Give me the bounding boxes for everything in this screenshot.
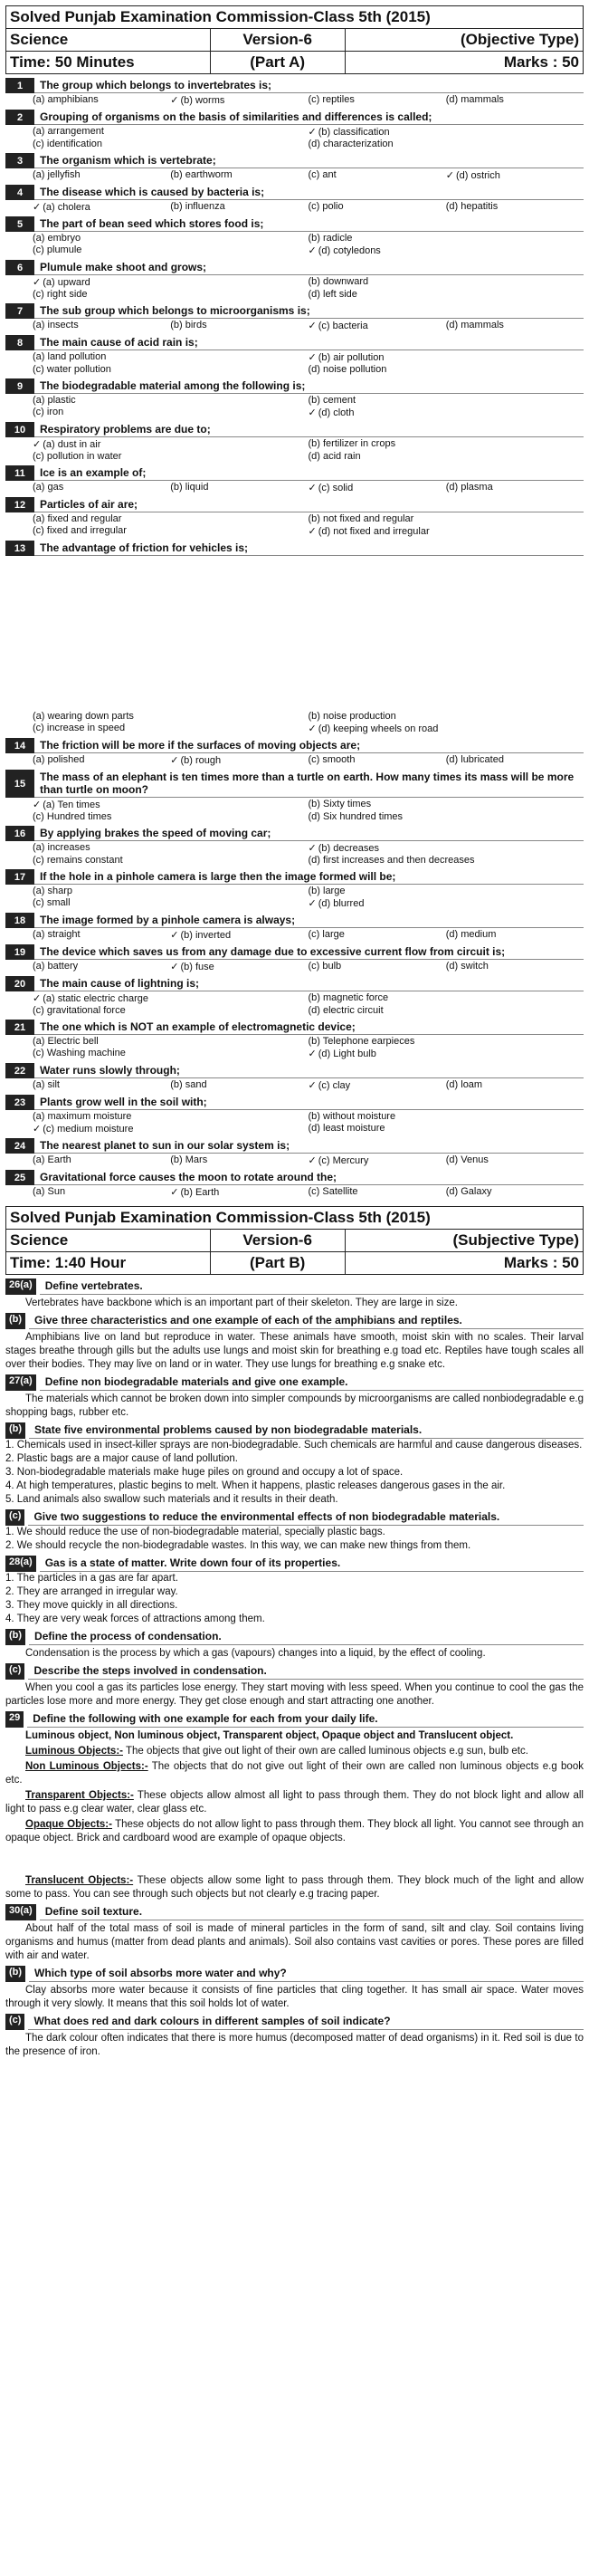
mcq-item [5,185,584,214]
option: (a) polished [33,754,85,765]
option: (d) Galaxy [445,1186,492,1197]
q27b-question: State five environmental problems caused by non biodegradable materials. [29,1422,584,1439]
question-text: The main cause of lightning is; [34,976,584,991]
mcq-item [5,826,584,867]
mcq-item [5,541,584,735]
translucent-heading: Translucent Objects:- [25,1875,134,1886]
option: (a) plastic [33,395,76,406]
answer-point: 4. At high temperatures, plastic begins to melt. When it happens, plastic releases dangerous gases in the air. [5,1480,506,1491]
q26b-question: Give three characteristics and one example of each of the amphibians and reptiles. [29,1313,584,1329]
option: (c) fixed and irregular [33,525,127,536]
marks-label: Marks : 50 [503,53,579,71]
question-number: 6 [5,260,34,275]
question-text: Plants grow well in the soil with; [34,1095,584,1110]
option-correct: ✓ (c) medium moisture [33,1123,309,1135]
option: (d) left side [308,289,357,300]
time-label: Time: 50 Minutes [6,52,211,73]
option: (c) bulb [308,961,342,972]
option-correct: ✓ (b) decreases [309,842,584,854]
q30a-answer: About half of the total mass of soil is made of mineral particles in the form of sand, silt and clay. Soil contains living organisms and humus (matter from dead plants and animals). Soil also contains vast cavities or pores. These pores are filled with air and water. [5,1923,584,1961]
option: (b) Mars [170,1154,208,1165]
answer-point: 2. Plastic bags are a major cause of land pollution. [5,1453,238,1464]
q30b-answer: Clay absorbs more water because it consists of fine particles that cling together. It has small air space. Water moves through it very slowly. It means that this soil holds lot of water. [5,1985,584,2009]
q28b-question: Define the process of condensation. [29,1629,584,1645]
question-number: 25 [5,1170,34,1185]
option: (d) loam [445,1079,483,1090]
question-text: The part of bean seed which stores food is; [34,216,584,232]
paper-type: (Objective Type) [461,31,579,48]
option: (a) Sun [33,1186,66,1197]
question-text: Particles of air are; [34,497,584,512]
option-correct: ✓ (a) cholera [33,201,170,213]
option: (d) first increases and then decreases [308,855,475,866]
option-correct: ✓ (c) bacteria [309,320,446,331]
option: (d) Six hundred times [308,811,404,822]
marks-label-2: Marks : 50 [503,1254,579,1271]
option: (c) ant [308,169,337,180]
q29-question: Define the following with one example for each from your daily life. [27,1711,584,1728]
question-number: 16 [5,826,34,841]
q27a-answer: The materials which cannot be broken down into simpler compounds by microorganisms are called nonbiodegradable e.g shopping bags, rubber etc. [5,1393,584,1418]
option: (b) influenza [170,201,225,212]
question-text: The one which is NOT an example of electromagnetic device; [34,1020,584,1035]
question-text: The image formed by a pinhole camera is always; [34,913,584,928]
mcq-item [5,1020,584,1060]
answer-point: 1. We should reduce the use of non-biodegradable material, specially plastic bags. [5,1527,385,1537]
question-number: 21 [5,1020,34,1035]
question-text: Gravitational force causes the moon to rotate around the; [34,1170,584,1185]
mcq-item [5,944,584,973]
answer-point: 1. The particles in a gas are far apart. [5,1573,178,1584]
mcq-item [5,335,584,376]
question-text: The advantage of friction for vehicles is; [34,541,584,556]
option: (d) switch [445,961,489,972]
option: (c) Hundred times [33,811,112,822]
option-correct: ✓ (b) classification [309,126,584,138]
question-number: 23 [5,1095,34,1110]
mcq-item [5,1170,584,1199]
q28a-question: Gas is a state of matter. Write down four of its properties. [40,1556,584,1572]
option-correct: ✓ (d) not fixed and irregular [309,525,584,537]
option-correct: ✓ (c) solid [309,482,446,493]
option: (c) reptiles [308,94,355,105]
mcq-item [5,216,584,257]
option: (a) wearing down parts [33,711,134,722]
transparent-text: These objects allow almost all light to pass through them. They do not block light and allow all light to pass e.g clear water, clear glass etc. [5,1790,584,1815]
option: (b) magnetic force [308,992,389,1003]
q27c-question: Give two suggestions to reduce the environmental effects of non biodegradable materials. [28,1509,584,1526]
option: (c) plumule [33,244,82,255]
subject-label-2: Science [6,1230,211,1251]
version-label-2: Version-6 [211,1230,346,1251]
option-correct: ✓ (d) cotyledons [309,244,584,256]
answer-point: 2. We should recycle the non-biodegradable wastes. In this way, we can make new things from them. [5,1540,471,1551]
answer-point: 2. They are arranged in irregular way. [5,1586,178,1597]
option-correct: ✓ (a) Ten times [33,799,309,810]
option: (a) increases [33,842,90,853]
q30b-question: Which type of soil absorbs more water and why? [29,1966,584,1982]
option: (a) embryo [33,233,81,244]
subjective-answers [5,1278,584,2059]
paper-type-2: (Subjective Type) [452,1231,579,1249]
option: (d) electric circuit [308,1005,384,1016]
question-text: By applying brakes the speed of moving car; [34,826,584,841]
option: (c) pollution in water [33,451,122,462]
luminous-text: The objects that give out light of their own are called luminous objects e.g sun, bulb etc. [125,1746,528,1757]
q28a-label: 28(a) [5,1556,36,1572]
option: (d) characterization [308,139,394,149]
answer-point: 1. Chemicals used in insect-killer sprays are non-biodegradable. Such chemicals are harmful and cause dangerous diseases. [5,1440,583,1451]
question-number: 18 [5,913,34,928]
question-text: Grouping of organisms on the basis of similarities and differences is called; [34,110,584,125]
option: (a) gas [33,482,64,493]
option: (d) noise pollution [308,364,387,375]
option: (c) water pollution [33,364,111,375]
question-text: If the hole in a pinhole camera is large then the image formed will be; [34,869,584,885]
mcq-item [5,1138,584,1167]
option: (d) mammals [445,320,504,330]
option: (a) maximum moisture [33,1111,132,1122]
question-number: 8 [5,335,34,350]
option: (b) sand [170,1079,207,1090]
subjective-header [5,1206,584,1275]
q27a-label: 27(a) [5,1374,36,1391]
part-label-2: (Part B) [211,1252,346,1274]
q27b-label: (b) [5,1422,25,1439]
option: (b) noise production [308,711,396,722]
answer-point: 3. Non-biodegradable materials make huge piles on ground and occupy a lot of space. [5,1467,404,1478]
mcq-item [5,153,584,182]
opaque-heading: Opaque Objects:- [25,1819,112,1830]
mcq-item [5,465,584,494]
mcq-item [5,1063,584,1092]
q30c-answer: The dark colour often indicates that there is more humus (decomposed matter of dead organisms) in it. Red soil is due to the presence of iron. [5,2033,584,2057]
question-number: 13 [5,541,34,556]
question-number: 9 [5,378,34,394]
option: (b) large [308,886,346,896]
option: (b) without moisture [308,1111,396,1122]
option: (a) amphibians [33,94,99,105]
mcq-item [5,497,584,538]
option: (a) Earth [33,1154,71,1165]
option: (a) straight [33,929,81,940]
question-number: 10 [5,422,34,437]
option: (b) birds [170,320,207,330]
question-number: 22 [5,1063,34,1078]
option: (d) mammals [445,94,504,105]
option-correct: ✓ (a) dust in air [33,438,309,450]
q26a-label: 26(a) [5,1278,36,1295]
mcq-item [5,738,584,767]
question-number: 15 [5,770,34,798]
part-label: (Part A) [211,52,346,73]
question-text: Respiratory problems are due to; [34,422,584,437]
time-label-2: Time: 1:40 Hour [6,1252,211,1274]
mcq-item [5,110,584,150]
option: (b) fertilizer in crops [308,438,396,449]
q27b-list [5,1439,584,1507]
question-text: The biodegradable material among the following is; [34,378,584,394]
question-number: 17 [5,869,34,885]
objective-header [5,5,584,74]
option: (a) arrangement [33,126,104,137]
option: (b) Telephone earpieces [308,1036,415,1047]
option-correct: ✓ (b) Earth [170,1186,308,1198]
mcq-item [5,913,584,942]
option: (a) Electric bell [33,1036,99,1047]
option-correct: ✓ (b) rough [170,754,308,766]
q29-label: 29 [5,1711,24,1728]
option-correct: ✓ (a) static electric charge [33,992,309,1004]
option: (d) Venus [445,1154,489,1165]
option: (c) small [33,897,71,908]
option: (c) smooth [308,754,356,765]
option: (d) least moisture [308,1123,385,1134]
luminous-heading: Luminous Objects:- [25,1746,123,1757]
option: (c) right side [33,289,88,300]
question-number: 14 [5,738,34,753]
q26b-label: (b) [5,1313,25,1329]
question-text: The disease which is caused by bacteria is; [34,185,584,200]
option-correct: ✓ (b) air pollution [309,351,584,363]
q26b-answer: Amphibians live on land but reproduce in water. These animals have smooth, moist skin with no scales. Their larval stages breathe through gills but the adults use lungs and moist skin for breathing e.g toad etc. Reptiles have tough scales all over their bodies. They may live on land or in water. They use lungs for breathing e.g snake etc. [5,1332,584,1370]
q28b-label: (b) [5,1629,25,1645]
question-number: 1 [5,78,34,93]
mcq-item [5,303,584,332]
mcq-item [5,1095,584,1135]
transparent-heading: Transparent Objects:- [25,1790,134,1801]
option: (d) medium [445,929,497,940]
document-page [5,5,584,2061]
option: (c) identification [33,139,103,149]
non-luminous-text: The objects that do not give out light of their own are called non luminous objects e.g book etc. [5,1761,584,1786]
option: (b) Sixty times [308,799,372,809]
mcq-item [5,378,584,419]
q28c-question: Describe the steps involved in condensation. [28,1663,584,1680]
question-text: Plumule make shoot and grows; [34,260,584,275]
answer-point: 4. They are very weak forces of attractions among them. [5,1614,265,1624]
option: (c) large [308,929,345,940]
option: (b) cement [308,395,356,406]
question-text: The organism which is vertebrate; [34,153,584,168]
q30a-label: 30(a) [5,1904,36,1920]
option: (b) earthworm [170,169,233,180]
option-correct: ✓ (d) cloth [309,407,584,418]
option: (b) liquid [170,482,209,493]
mcq-item [5,976,584,1017]
question-number: 2 [5,110,34,125]
option: (a) jellyfish [33,169,81,180]
question-text: Water runs slowly through; [34,1063,584,1078]
question-number: 24 [5,1138,34,1154]
answer-point: 5. Land animals also swallow such materials and it results in their death. [5,1494,338,1505]
question-number: 7 [5,303,34,319]
question-number: 19 [5,944,34,960]
option: (a) sharp [33,886,73,896]
option-correct: ✓ (b) worms [170,94,308,106]
option: (b) downward [308,276,369,287]
non-luminous-heading: Non Luminous Objects:- [25,1761,148,1772]
q28c-label: (c) [5,1663,24,1680]
option: (d) plasma [445,482,493,493]
option: (b) radicle [308,233,353,244]
q27c-label: (c) [5,1509,24,1526]
option: (c) Satellite [308,1186,358,1197]
question-number: 12 [5,497,34,512]
answer-point: 3. They move quickly in all directions. [5,1600,178,1611]
question-text: The sub group which belongs to microorganisms is; [34,303,584,319]
q28b-answer: Condensation is the process by which a gas (vapours) changes into a liquid, by the effect of cooling. [25,1648,486,1659]
q29-subtitle: Luminous object, Non luminous object, Transparent object, Opaque object and Translucent object. [25,1730,514,1741]
version-label: Version-6 [211,29,346,51]
option-correct: ✓ (d) Light bulb [309,1048,584,1059]
question-text: The device which saves us from any damage due to excessive current flow from circuit is; [34,944,584,960]
question-text: Ice is an example of; [34,465,584,481]
q26a-answer: Vertebrates have backbone which is an important part of their skeleton. They are large in size. [25,1298,458,1308]
mcq-item [5,770,584,823]
option: (c) polio [308,201,344,212]
question-number: 4 [5,185,34,200]
question-text: The friction will be more if the surfaces of moving objects are; [34,738,584,753]
question-text: The group which belongs to invertebrates is; [34,78,584,93]
mcq-item [5,422,584,463]
question-text: The main cause of acid rain is; [34,335,584,350]
question-text: The nearest planet to sun in our solar system is; [34,1138,584,1154]
q30a-question: Define soil texture. [40,1904,584,1920]
q30c-question: What does red and dark colours in different samples of soil indicate? [28,2014,584,2030]
option: (b) not fixed and regular [308,513,414,524]
option: (c) remains constant [33,855,123,866]
subject-label: Science [6,29,211,51]
option: (a) battery [33,961,79,972]
option: (a) land pollution [33,351,107,362]
option: (a) silt [33,1079,60,1090]
option-correct: ✓ (a) upward [33,276,309,288]
option-correct: ✓ (b) inverted [170,929,308,941]
q27c-list [5,1526,584,1553]
question-text: The mass of an elephant is ten times more than a turtle on earth. How many times its mass will be more than turtle on moon? [34,770,584,798]
exam-title-2: Solved Punjab Examination Commission-Class 5th (2015) [6,1207,583,1230]
q30b-label: (b) [5,1966,25,1982]
option-correct: ✓ (d) ostrich [446,169,584,181]
option: (c) iron [33,407,64,417]
option-correct: ✓ (c) clay [309,1079,446,1091]
option: (c) Washing machine [33,1048,126,1058]
q30c-label: (c) [5,2014,24,2030]
q28c-answer: When you cool a gas its particles lose energy. They start moving with less speed. When you continue to cool the gas the particles lose more and more energy. They get close enough and start attracting one another. [5,1682,584,1707]
q27a-question: Define non biodegradable materials and give one example. [40,1374,584,1391]
mcq-item [5,869,584,910]
mcq-item [5,260,584,301]
question-number: 5 [5,216,34,232]
option-correct: ✓ (b) fuse [170,961,308,972]
translucent-text: These objects allow some light to pass through them. They block much of the light and allow some to pass. You can see through such objects but not clearly e.g tracing paper. [5,1875,584,1900]
question-number: 20 [5,976,34,991]
option: (d) acid rain [308,451,361,462]
option: (d) lubricated [445,754,504,765]
option-correct: ✓ (d) blurred [309,897,584,909]
q26a-question: Define vertebrates. [40,1278,584,1295]
exam-title: Solved Punjab Examination Commission-Class 5th (2015) [6,6,583,29]
option-correct: ✓ (c) Mercury [309,1154,446,1166]
q28a-list [5,1572,584,1626]
mcq-list [5,78,584,1199]
option-correct: ✓ (d) keeping wheels on road [309,723,584,734]
question-number: 11 [5,465,34,481]
option: (d) hepatitis [445,201,499,212]
option: (c) gravitational force [33,1005,126,1016]
option: (c) increase in speed [33,723,126,733]
mcq-item [5,78,584,107]
opaque-text: These objects do not allow light to pass through them. They block all light. You cannot see through an opaque object. Brick and cardboard wood are example of opaque objects. [5,1819,584,1843]
option: (a) fixed and regular [33,513,122,524]
option: (a) insects [33,320,79,330]
question-number: 3 [5,153,34,168]
